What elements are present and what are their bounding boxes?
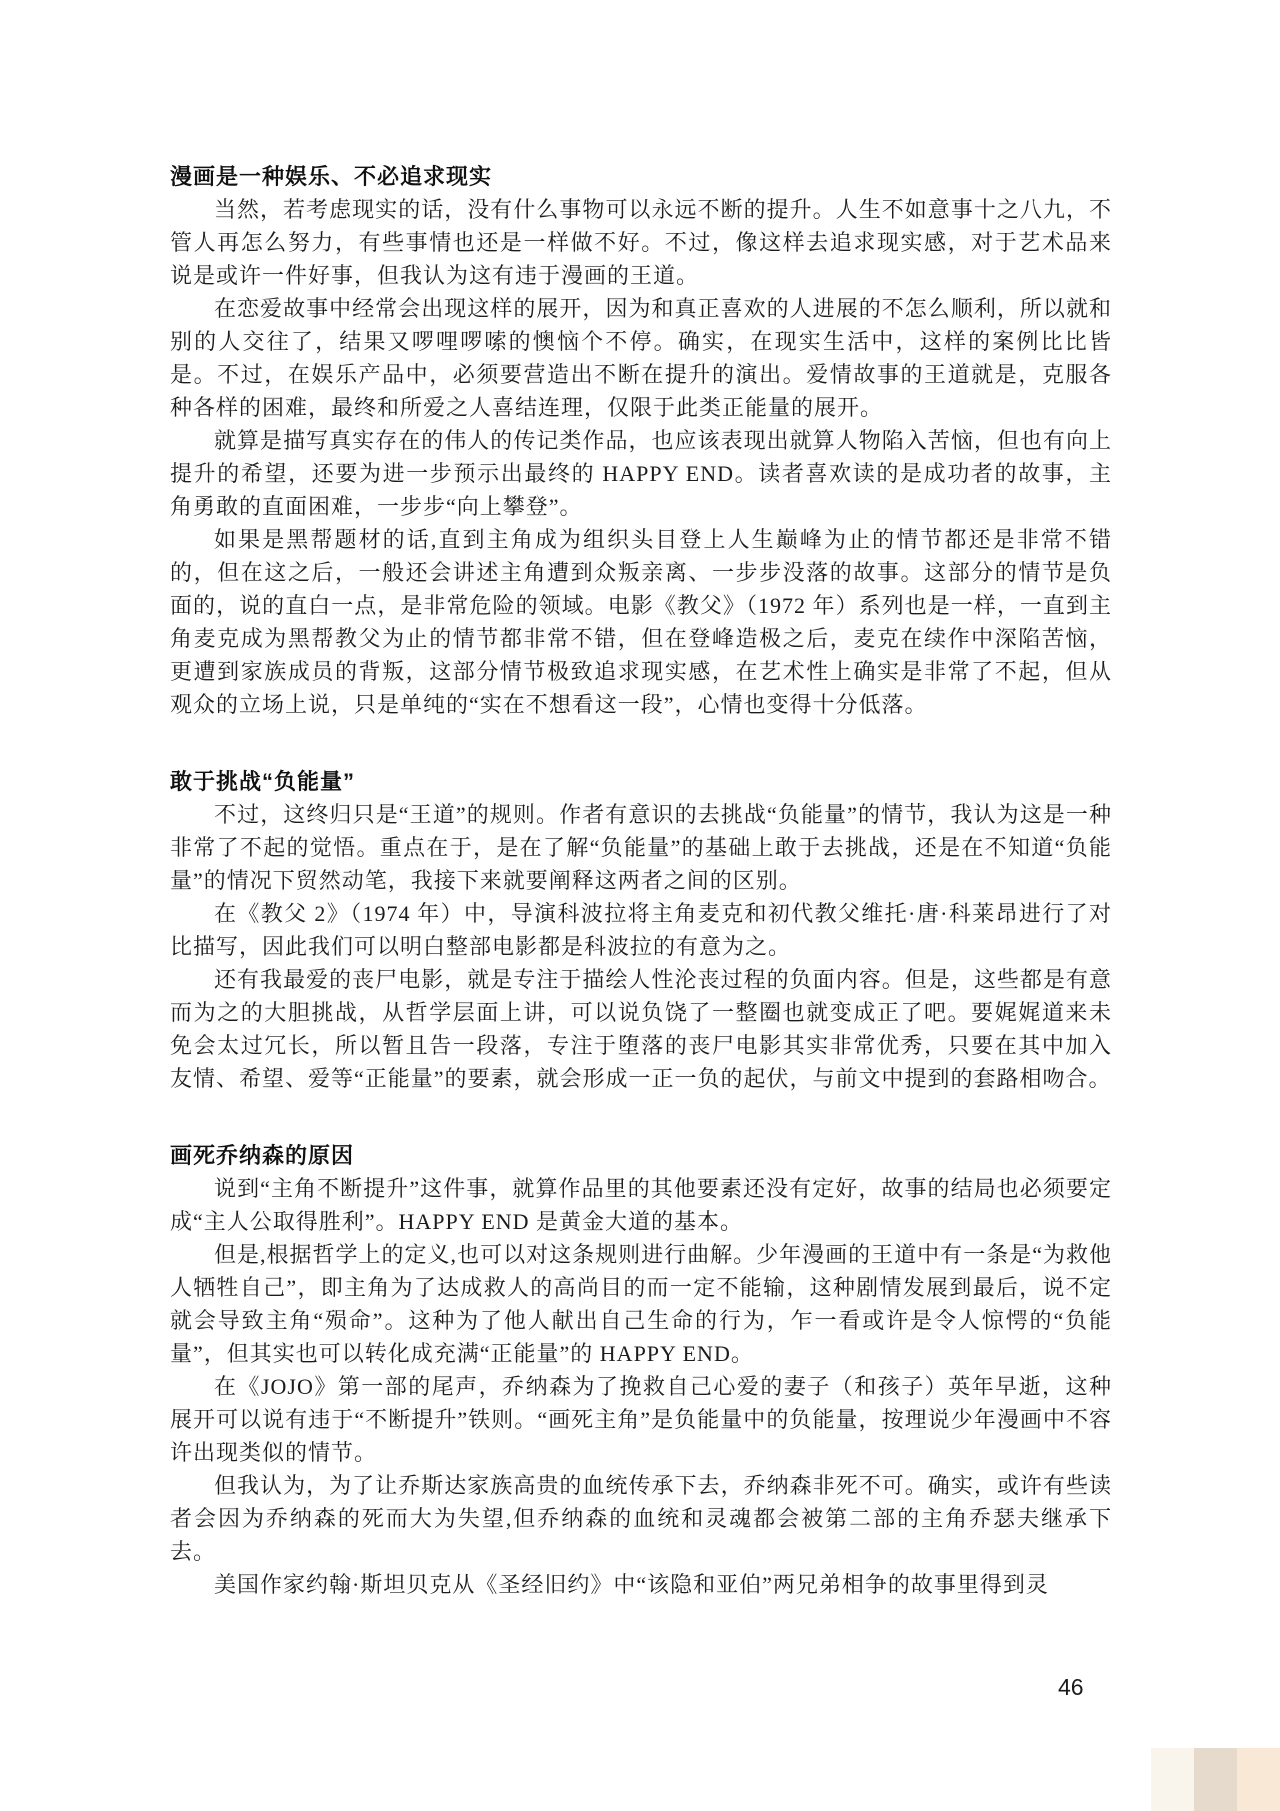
- paragraph: 就算是描写真实存在的伟人的传记类作品，也应该表现出就算人物陷入苦恼，但也有向上提升的希望，还要为进一步预示出最终的 HAPPY END。读者喜欢读的是成功者的故事，主角勇敢的直面困难，一步步“向上攀登”。: [170, 428, 1112, 519]
- corner-decoration: [1151, 1748, 1280, 1811]
- paragraph: 说到“主角不断提升”这件事，就算作品里的其他要素还没有定好，故事的结局也必须要定成“主人公取得胜利”。HAPPY END 是黄金大道的基本。: [170, 1176, 1112, 1234]
- paragraph: 美国作家约翰·斯坦贝克从《圣经旧约》中“该隐和亚伯”两兄弟相争的故事里得到灵: [214, 1572, 1049, 1597]
- page-number: 46: [1058, 1674, 1084, 1700]
- section-jonathan-death: [170, 1139, 1112, 1601]
- paragraph: 当然，若考虑现实的话，没有什么事物可以永远不断的提升。人生不如意事十之八九，不管人再怎么努力，有些事情也还是一样做不好。不过，像这样去追求现实感，对于艺术品来说是或许一件好事，但我认为这有违于漫画的王道。: [170, 197, 1112, 288]
- section-manga-entertainment: [170, 160, 1112, 721]
- paragraph: 不过，这终归只是“王道”的规则。作者有意识的去挑战“负能量”的情节，我认为这是一种非常了不起的觉悟。重点在于，是在了解“负能量”的基础上敢于去挑战，还是在不知道“负能量”的情况下贸然动笔，我接下来就要阐释这两者之间的区别。: [170, 802, 1113, 893]
- article-body: [170, 160, 1112, 1601]
- paragraph: 在《教父 2》（1974 年）中，导演科波拉将主角麦克和初代教父维托·唐·科莱昂进行了对比描写，因此我们可以明白整部电影都是科波拉的有意为之。: [170, 901, 1112, 959]
- section-heading: 敢于挑战“负能量”: [170, 769, 356, 794]
- paragraph: 在《JOJO》第一部的尾声，乔纳森为了挽救自己心爱的妻子（和孩子）英年早逝，这种展开可以说有违于“不断提升”铁则。“画死主角”是负能量中的负能量，按理说少年漫画中不容许出现类似的情节。: [170, 1374, 1112, 1465]
- paragraph: 如果是黑帮题材的话,直到主角成为组织头目登上人生巅峰为止的情节都还是非常不错的，但在这之后，一般还会讲述主角遭到众叛亲离、一步步没落的故事。这部分的情节是负面的，说的直白一点，是非常危险的领域。电影《教父》（1972 年）系列也是一样，一直到主角麦克成为黑帮教父为止的情节都非常不错，但在登峰造极之后，麦克在续作中深陷苦恼，更遭到家族成员的背叛，这部分情节极致追求现实感，在艺术性上确实是非常了不起，但从观众的立场上说，只是单纯的“实在不想看这一段”，心情也变得十分低落。: [170, 527, 1112, 717]
- corner-strip-tan: [1194, 1748, 1237, 1811]
- paragraph: 但我认为，为了让乔斯达家族高贵的血统传承下去，乔纳森非死不可。确实，或许有些读者会因为乔纳森的死而大为失望,但乔纳森的血统和灵魂都会被第二部的主角乔瑟夫继承下去。: [170, 1473, 1112, 1564]
- section-heading: 画死乔纳森的原因: [170, 1143, 355, 1168]
- corner-strip-cream: [1151, 1748, 1194, 1811]
- section-heading: 漫画是一种娱乐、不必追求现实: [170, 164, 493, 189]
- paragraph: 在恋爱故事中经常会出现这样的展开，因为和真正喜欢的人进展的不怎么顺利，所以就和别的人交往了，结果又啰哩啰嗦的懊恼个不停。确实，在现实生活中，这样的案例比比皆是。不过，在娱乐产品中，必须要营造出不断在提升的演出。爱情故事的王道就是，克服各种各样的困难，最终和所爱之人喜结连理，仅限于此类正能量的展开。: [170, 296, 1112, 420]
- paragraph: 但是,根据哲学上的定义,也可以对这条规则进行曲解。少年漫画的王道中有一条是“为救他人牺牲自己”，即主角为了达成救人的高尚目的而一定不能输，这种剧情发展到最后，说不定就会导致主角“殒命”。这种为了他人献出自己生命的行为，乍一看或许是令人惊愕的“负能量”，但其实也可以转化成充满“正能量”的 HAPPY END。: [170, 1242, 1112, 1366]
- corner-strip-peach: [1237, 1748, 1280, 1811]
- section-negative-energy: [170, 765, 1112, 1095]
- paragraph: 还有我最爱的丧尸电影，就是专注于描绘人性沦丧过程的负面内容。但是，这些都是有意而为之的大胆挑战，从哲学层面上讲，可以说负饶了一整圈也就变成正了吧。要娓娓道来未免会太过冗长，所以暂且告一段落，专注于堕落的丧尸电影其实非常优秀，只要在其中加入友情、希望、爱等“正能量”的要素，就会形成一正一负的起伏，与前文中提到的套路相吻合。: [170, 967, 1112, 1091]
